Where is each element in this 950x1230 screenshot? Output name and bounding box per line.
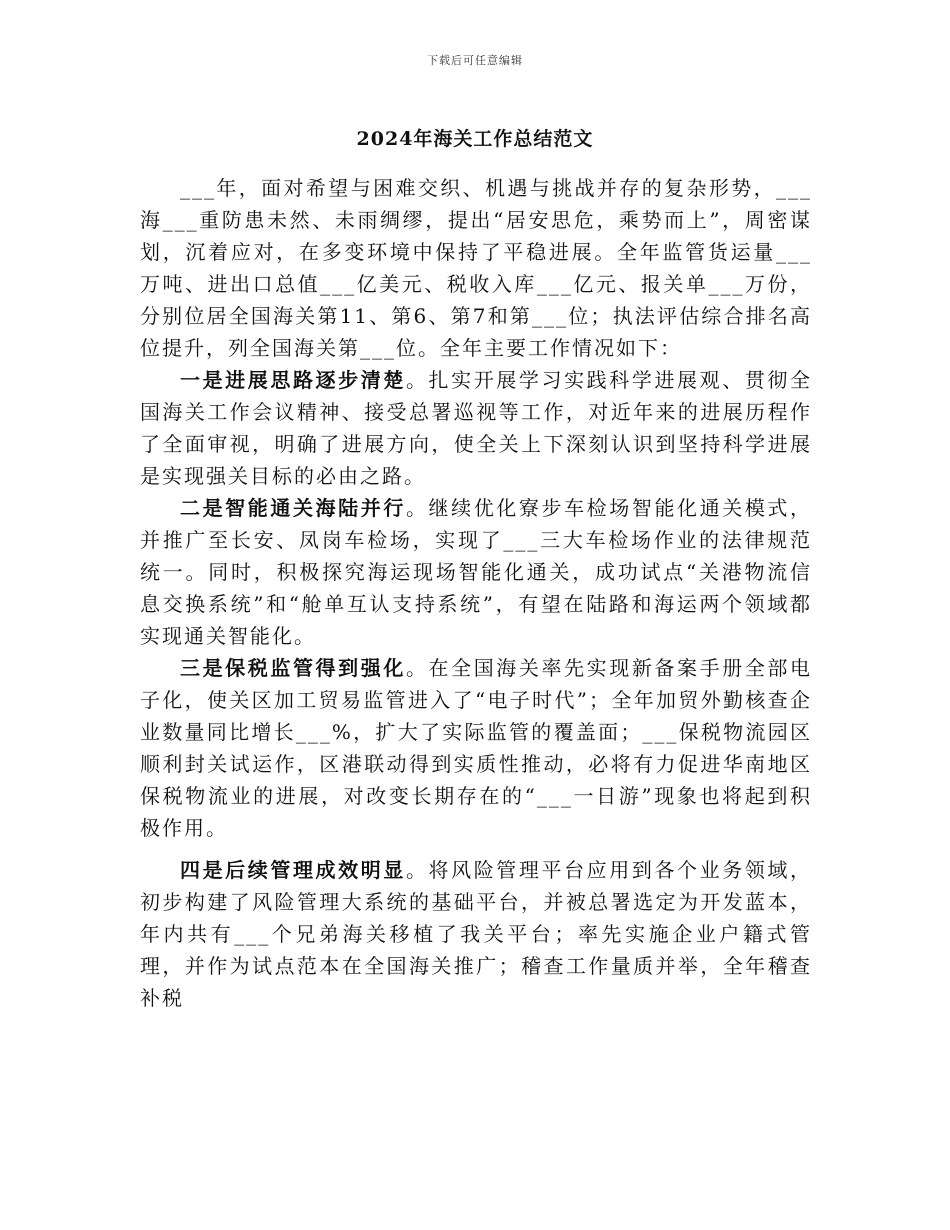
document-body xyxy=(140,172,812,1014)
paragraph-text: ___年，面对希望与困难交织、机遇与挑战并存的复杂形势，___海___重防患未然、未雨绸缪，提出“居安思危，乘势而上”，周密谋划，沉着应对，在多变环境中保持了平稳进展。全年监管货运量___万吨、进出口总值___亿美元、税收入库___亿元、报关单___万份，分别位居全国海关第11、第6、第7和第___位；执法评估综合排名高位提升，列全国海关第___位。全年主要工作情况如下： xyxy=(140,176,812,360)
paragraph-2 xyxy=(140,492,812,652)
header-note: 下载后可任意编辑 xyxy=(427,54,523,67)
paragraph-3 xyxy=(140,652,812,844)
paragraph-1 xyxy=(140,364,812,492)
document-title: 2024年海关工作总结范文 xyxy=(356,128,594,150)
paragraph-4 xyxy=(140,854,812,1014)
paragraph-text: 。在全国海关率先实现新备案手册全部电子化，使关区加工贸易监管进入了“电子时代”；全年加贸外勤核查企业数量同比增长___%，扩大了实际监管的覆盖面；___保税物流园区顺利封关试运作，区港联动得到实质性推动，必将有力促进华南地区保税物流业的进展，对改变长期存在的“___一日游”现象也将起到积极作用。 xyxy=(140,656,813,840)
paragraph-lead: 三是保税监管得到强化 xyxy=(180,656,406,680)
paragraph-text: 。继续优化寮步车检场智能化通关模式，并推广至长安、凤岗车检场，实现了___三大车检场作业的法律规范统一。同时，积极探究海运现场智能化通关，成功试点“关港物流信息交换系统”和“舱单互认支持系统”，有望在陆路和海运两个领域都实现通关智能化。 xyxy=(140,496,813,648)
paragraph-lead: 二是智能通关海陆并行 xyxy=(180,496,406,520)
paragraph-text: 。将风险管理平台应用到各个业务领域，初步构建了风险管理大系统的基础平台，并被总署选定为开发蓝本，年内共有___个兄弟海关移植了我关平台；率先实施企业户籍式管理，并作为试点范本在全国海关推广；稽查工作量质并举，全年稽查补税 xyxy=(140,858,813,1010)
paragraph-lead: 四是后续管理成效明显 xyxy=(180,858,406,882)
paragraph-lead: 一是进展思路逐步清楚 xyxy=(180,368,406,392)
paragraph-text: 。扎实开展学习实践科学进展观、贯彻全国海关工作会议精神、接受总署巡视等工作，对近年来的进展历程作了全面审视，明确了进展方向，使全关上下深刻认识到坚持科学进展是实现强关目标的必由之路。 xyxy=(140,368,813,488)
paragraph-intro xyxy=(140,172,812,364)
